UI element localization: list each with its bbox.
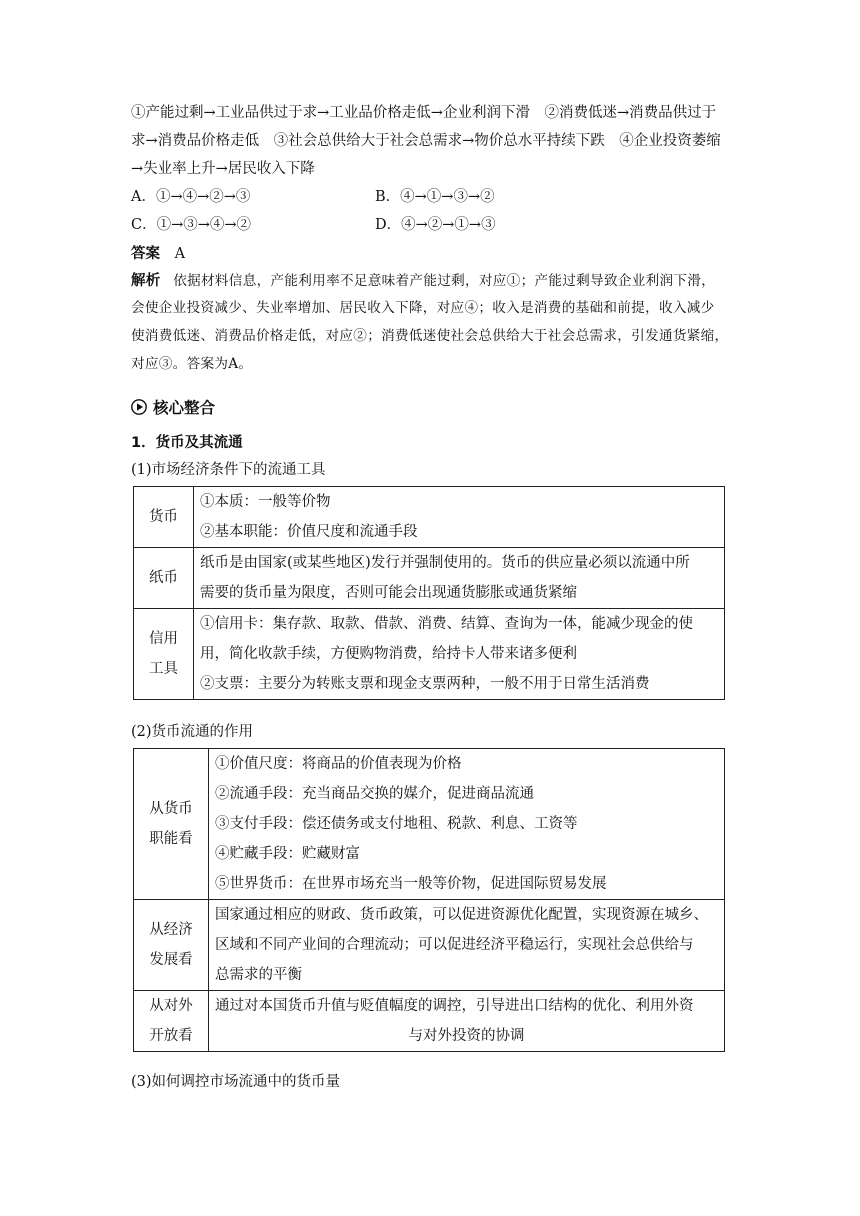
analysis-line-3: 使消费低迷、消费品价格走低，对应②；消费低迷使社会总供给大于社会总需求，引发通货紧缩， [131, 328, 729, 344]
table-circulation-effects [133, 748, 725, 1052]
row-head-text: 信用 [149, 631, 178, 647]
row-head-text: 货币 [149, 509, 178, 525]
analysis-text-1: 依据材料信息，产能利用率不足意味着产能过剩，对应①；产能过剩导致企业利润下滑， [173, 273, 716, 289]
row-head [134, 991, 209, 1052]
question-stem-line-3: →失业率上升→居民收入下降 [131, 161, 315, 177]
option-a: A．①→④→②→③ [131, 189, 251, 205]
cell-line: ②基本职能：价值尺度和流通手段 [200, 524, 418, 540]
row-head-text: 从货币 [149, 801, 193, 817]
heading-money-circulation: 1．货币及其流通 [131, 435, 243, 451]
question-stem-line-1: ①产能过剩→工业品供过于求→工业品价格走低→企业利润下滑 ②消费低迷→消费品供过于 [131, 105, 717, 121]
analysis-line-2: 会使企业投资减少、失业率增加、居民收入下降，对应④；收入是消费的基础和前提，收入减少 [131, 300, 715, 316]
cell-line: 区域和不同产业间的合理流动；可以促进经济平稳运行，实现社会总供给与 [215, 937, 694, 953]
play-triangle-icon [131, 399, 147, 415]
table-row [134, 749, 725, 900]
row-head [134, 548, 194, 609]
row-head-text: 纸币 [149, 570, 178, 586]
cell-line: 用，简化收款手续，方便购物消费，给持卡人带来诸多便利 [200, 646, 577, 662]
table-row [134, 609, 725, 700]
row-body [209, 900, 725, 991]
option-c: C．①→③→④→② [131, 217, 252, 233]
cell-line: ①价值尺度：将商品的价值表现为价格 [215, 756, 462, 772]
row-head-text: 从经济 [149, 922, 193, 938]
row-body [194, 548, 725, 609]
table-row [134, 487, 725, 548]
cell-line: ③支付手段：偿还债务或支付地租、税款、利息、工资等 [215, 816, 578, 832]
row-head [134, 609, 194, 700]
row-head-text: 发展看 [149, 952, 193, 968]
row-head-text: 工具 [149, 661, 178, 677]
question-stem-line-2: 求→消费品价格走低 ③社会总供给大于社会总需求→物价总水平持续下跌 ④企业投资萎缩 [131, 133, 721, 149]
table-row [134, 991, 725, 1052]
row-body [194, 609, 725, 700]
option-b: B．④→①→③→② [375, 189, 495, 205]
row-head-text: 从对外 [149, 998, 193, 1014]
section-title-text: 核心整合 [153, 399, 216, 417]
cell-line: ⑤世界货币：在世界市场充当一般等价物，促进国际贸易发展 [215, 876, 607, 892]
analysis-line-4: 对应③。答案为A。 [131, 356, 253, 372]
section-title [131, 396, 215, 418]
row-body [209, 991, 725, 1052]
cell-line: 需要的货币量为限度，否则可能会出现通货膨胀或通货紧缩 [200, 585, 577, 601]
subheading-2: (2)货币流通的作用 [131, 724, 254, 740]
row-head [134, 749, 209, 900]
cell-line: ①本质：一般等价物 [200, 494, 331, 510]
answer-line [131, 244, 185, 264]
subheading-3: (3)如何调控市场流通中的货币量 [131, 1074, 341, 1090]
answer-value: A [174, 246, 186, 262]
cell-line: 通过对本国货币升值与贬值幅度的调控，引导进出口结构的优化、利用外资 [215, 998, 694, 1014]
table-row [134, 548, 725, 609]
table-row [134, 900, 725, 991]
cell-line: 总需求的平衡 [215, 967, 302, 983]
subheading-1: (1)市场经济条件下的流通工具 [131, 462, 326, 478]
row-head-text: 职能看 [149, 831, 193, 847]
row-body [209, 749, 725, 900]
row-body [194, 487, 725, 548]
cell-line: ④贮藏手段：贮藏财富 [215, 846, 360, 862]
answer-label: 答案 [131, 246, 160, 262]
row-head [134, 487, 194, 548]
analysis-line-1 [131, 271, 715, 291]
cell-line: ①信用卡：集存款、取款、借款、消费、结算、查询为一体，能减少现金的使 [200, 616, 693, 632]
row-head [134, 900, 209, 991]
cell-line: 国家通过相应的财政、货币政策，可以促进资源优化配置，实现资源在城乡、 [215, 907, 708, 923]
option-d: D．④→②→①→③ [375, 217, 496, 233]
cell-line: ②支票：主要分为转账支票和现金支票两种，一般不用于日常生活消费 [200, 676, 650, 692]
cell-line: 纸币是由国家(或某些地区)发行并强制使用的。货币的供应量必须以流通中所 [200, 555, 690, 571]
cell-line: 与对外投资的协调 [408, 1028, 525, 1044]
analysis-label: 解析 [131, 273, 161, 289]
cell-line: ②流通手段：充当商品交换的媒介，促进商品流通 [215, 786, 534, 802]
row-head-text: 开放看 [149, 1028, 193, 1044]
table-circulation-tools [133, 486, 725, 700]
